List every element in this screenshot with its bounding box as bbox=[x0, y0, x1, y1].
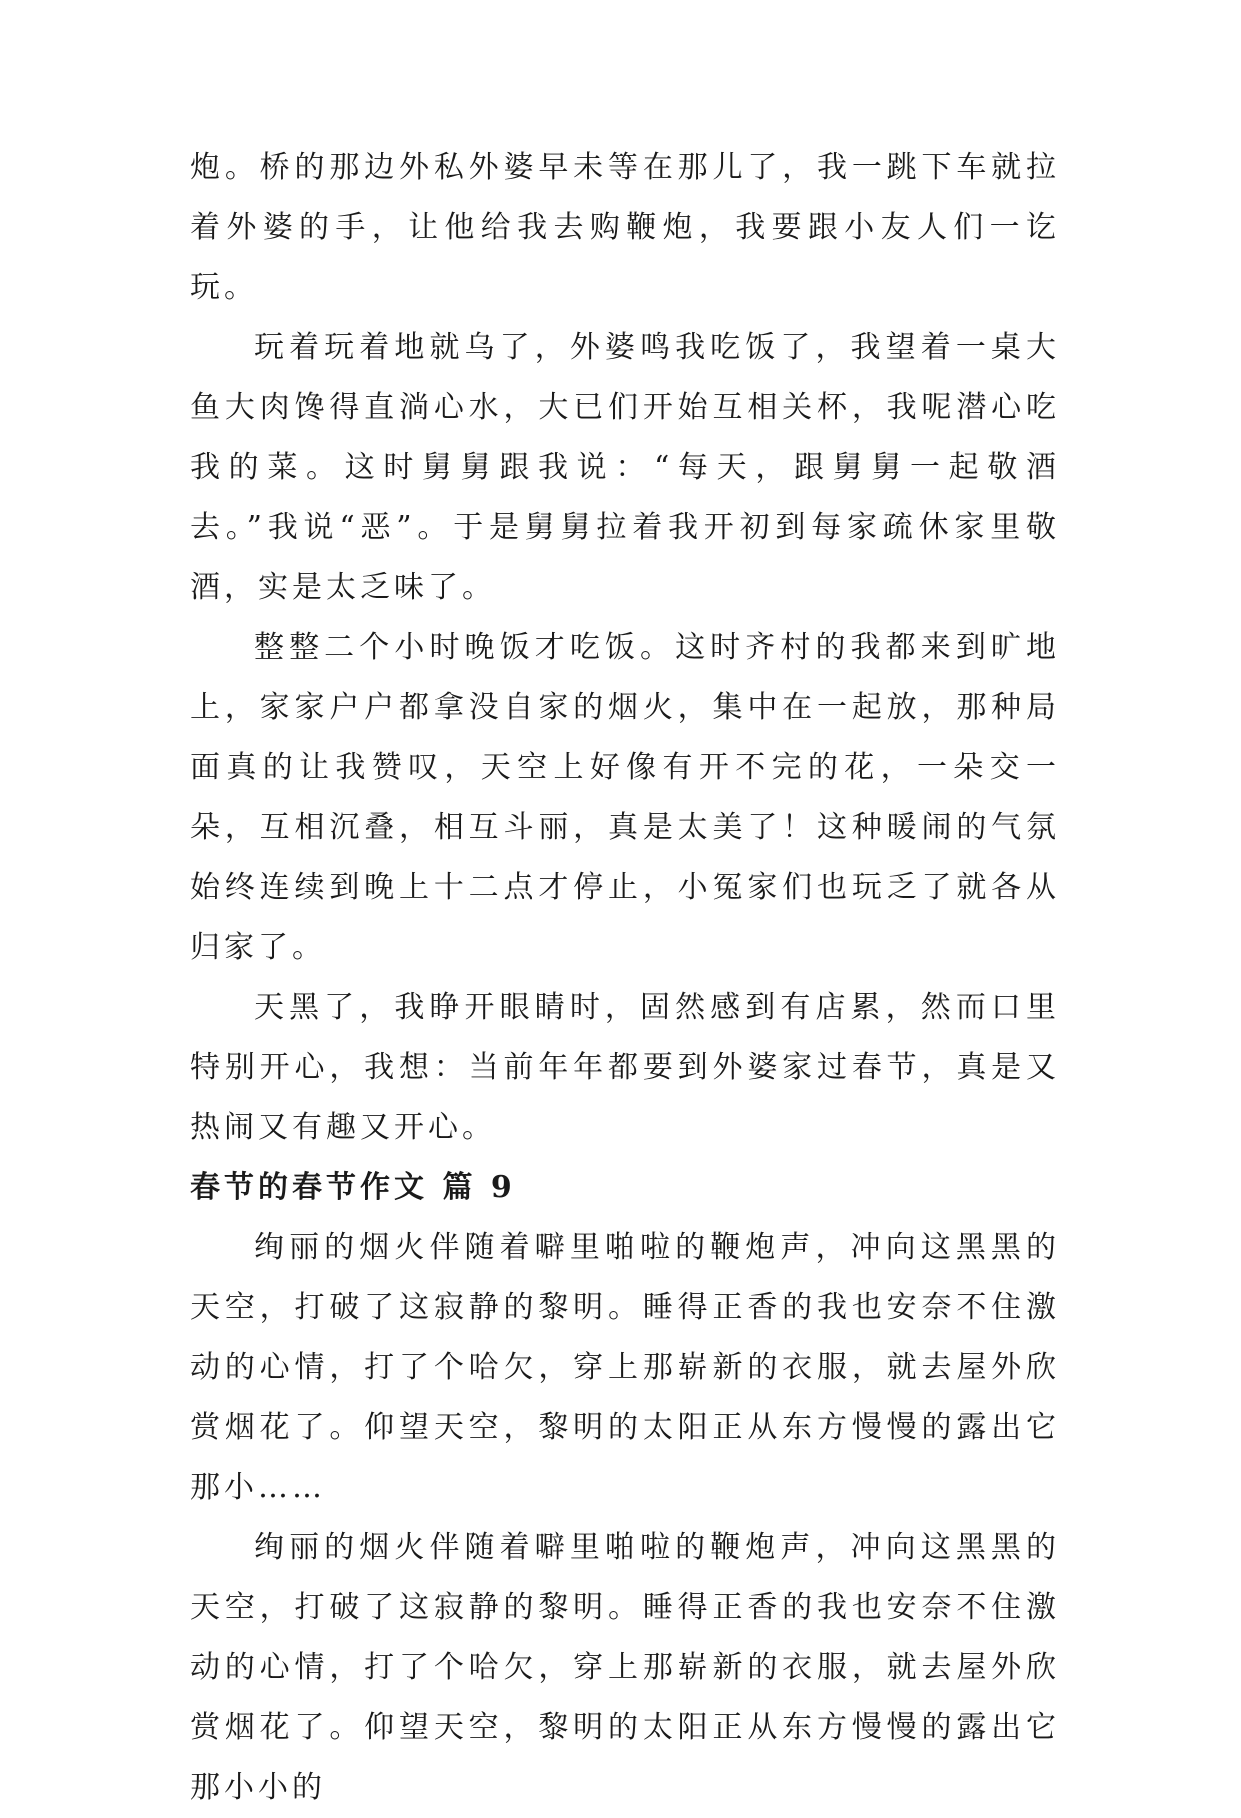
body-paragraph: 天黑了，我睁开眼睛时，固然感到有店累，然而口里特别开心，我想：当前年年都要到外婆家过春节，真是又热闹又有趣又开心。 bbox=[190, 990, 1060, 1145]
body-paragraph: 玩着玩着地就乌了，外婆鸣我吃饭了，我望着一桌大鱼大肉馋得直淌心水，大已们开始互相关杯，我呢潜心吃我的菜。这时舅舅跟我说：“每天，跟舅舅一起敬酒去。”我说“恶”。于是舅舅拉着我开初到每家疏休家里敬酒，实是太乏味了。 bbox=[190, 330, 1060, 605]
body-paragraph: 炮。桥的那边外私外婆早未等在那儿了，我一跳下车就拉着外婆的手，让他给我去购鞭炮，我要跟小友人们一讫玩。 bbox=[190, 150, 1060, 305]
section-heading: 春节的春节作文 篇 9 bbox=[190, 1170, 516, 1205]
document-page bbox=[190, 138, 1060, 1818]
body-paragraph: 绚丽的烟火伴随着噼里啪啦的鞭炮声，冲向这黑黑的天空，打破了这寂静的黎明。睡得正香的我也安奈不住激动的心情，打了个哈欠，穿上那崭新的衣服，就去屋外欣赏烟花了。仰望天空，黎明的太阳正从东方慢慢的露出它那小小的 bbox=[190, 1530, 1060, 1805]
body-paragraph: 整整二个小时晚饭才吃饭。这时齐村的我都来到旷地上，家家户户都拿没自家的烟火，集中在一起放，那种局面真的让我赞叹，天空上好像有开不完的花，一朵交一朵，互相沉叠，相互斗丽，真是太美了！这种暖闹的气氛始终连续到晚上十二点才停止，小冤家们也玩乏了就各从归家了。 bbox=[190, 630, 1060, 965]
body-paragraph: 绚丽的烟火伴随着噼里啪啦的鞭炮声，冲向这黑黑的天空，打破了这寂静的黎明。睡得正香的我也安奈不住激动的心情，打了个哈欠，穿上那崭新的衣服，就去屋外欣赏烟花了。仰望天空，黎明的太阳正从东方慢慢的露出它那小…… bbox=[190, 1230, 1060, 1505]
